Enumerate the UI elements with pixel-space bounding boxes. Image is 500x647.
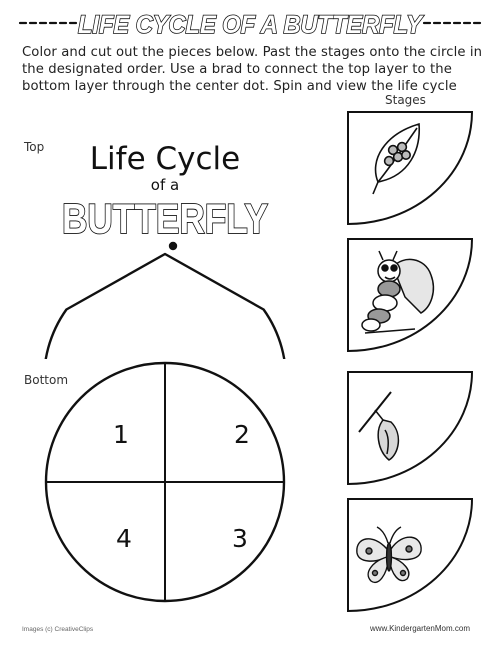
wheel-title-line1: Life Cycle	[89, 141, 241, 177]
wheel-title-line3: BUTTERFLY	[62, 195, 268, 242]
page-title: LIFE CYCLE OF A BUTTERFLY	[78, 11, 425, 39]
top-label: Top	[24, 140, 45, 154]
stage-card-caterpillar[interactable]	[345, 237, 475, 353]
stage-card-butterfly[interactable]	[345, 497, 475, 613]
stage-card-shape	[348, 372, 472, 484]
center-dot[interactable]	[169, 242, 177, 250]
quadrant-number-2: 2	[234, 420, 250, 449]
top-wheel-shape	[44, 254, 286, 359]
quadrant-number-3: 3	[232, 524, 248, 553]
instructions-text: Color and cut out the pieces below. Past the stages onto the circle in the designated order. Use a brad to connect the top layer to the bottom layer through the center dot. Spin and view the life cycle	[22, 45, 483, 94]
top-wheel[interactable]	[40, 109, 290, 359]
bottom-label: Bottom	[24, 373, 69, 387]
website-link[interactable]: www.KindergartenMom.com	[369, 624, 470, 633]
stage-card-chrysalis[interactable]	[345, 370, 475, 486]
stages-label: Stages	[385, 93, 426, 107]
wheel-title-line2: of a	[150, 176, 180, 194]
image-credit: Images (c) CreativeClips	[22, 626, 94, 633]
quadrant-number-1: 1	[113, 420, 129, 449]
bottom-wheel[interactable]	[40, 357, 290, 607]
quadrant-number-4: 4	[116, 524, 132, 553]
stage-card-eggs[interactable]	[345, 110, 475, 226]
title-banner	[0, 6, 500, 40]
